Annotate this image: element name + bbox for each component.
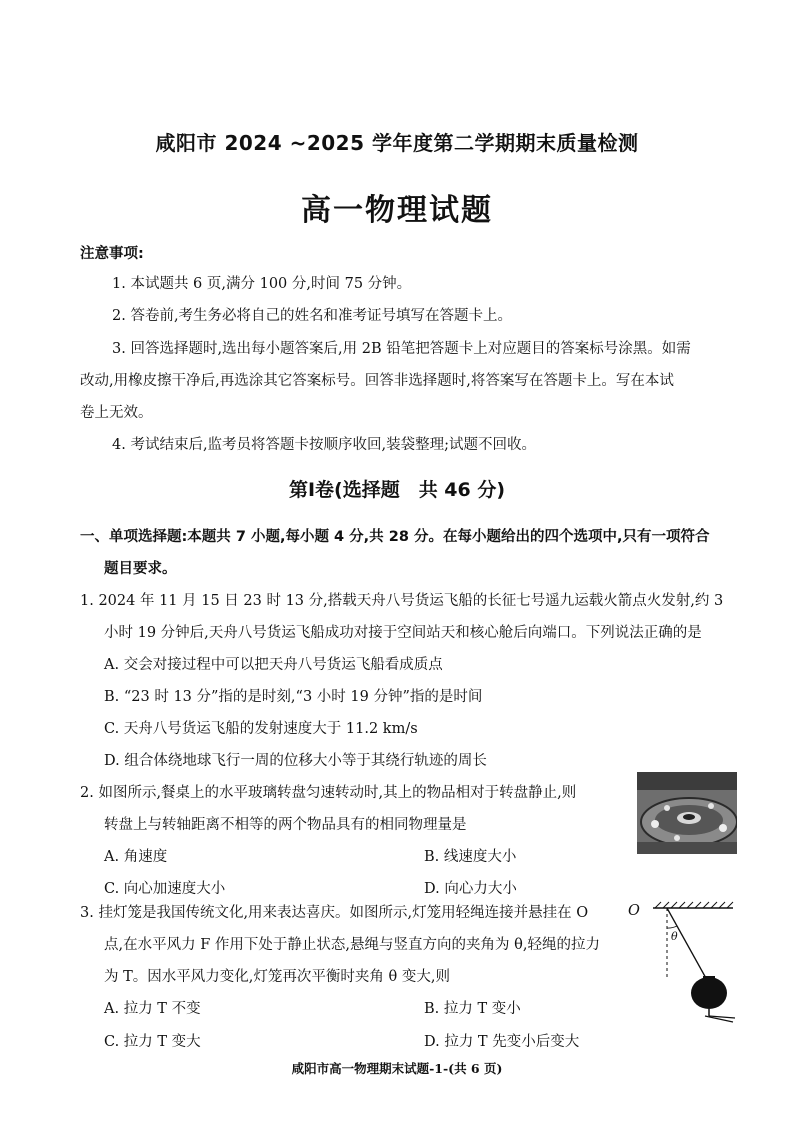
exam-title: 咸阳市 2024 ~2025 学年度第二学期期末质量检测 [155, 131, 639, 155]
page-footer: 咸阳市高一物理期末试题-1-(共 6 页) [291, 1061, 503, 1076]
q2-stem-line2: 转盘上与转轴距离不相等的两个物品具有的相同物理量是 [104, 817, 467, 833]
notice-heading: 注意事项: [80, 246, 144, 262]
point-o-label: O [628, 903, 640, 919]
notice-item-3-end: 卷上无效。 [80, 405, 153, 421]
notice-item-2: 2. 答卷前,考生务必将自己的姓名和准考证号填写在答题卡上。 [112, 308, 513, 324]
q3-stem-line1: 3. 挂灯笼是我国传统文化,用来表达喜庆。如图所示,灯笼用轻绳连接并悬挂在 O [80, 905, 589, 921]
subject-title: 高一物理试题 [301, 193, 493, 228]
q3-option-b: B. 拉力 T 变小 [424, 1001, 521, 1017]
section-instruction: 一、单项选择题:本题共 7 小题,每小题 4 分,共 28 分。在每小题给出的四个选项中,只有一项符合 [80, 529, 710, 545]
q2-option-d: D. 向心力大小 [424, 881, 517, 897]
notice-item-1: 1. 本试题共 6 页,满分 100 分,时间 75 分钟。 [112, 276, 412, 292]
q2-stem-line1: 2. 如图所示,餐桌上的水平玻璃转盘匀速转动时,其上的物品相对于转盘静止,则 [80, 785, 577, 801]
q1-stem-line2: 小时 19 分钟后,天舟八号货运飞船成功对接于空间站天和核心舱后向端口。下列说法正确的是 [104, 625, 702, 641]
q3-stem-line3: 为 T。因水平风力变化,灯笼再次平衡时夹角 θ 变大,则 [104, 969, 450, 985]
q1-option-c: C. 天舟八号货运飞船的发射速度大于 11.2 km/s [104, 721, 418, 737]
notice-item-4: 4. 考试结束后,监考员将答题卡按顺序收回,装袋整理;试题不回收。 [112, 437, 537, 453]
q3-option-a: A. 拉力 T 不变 [104, 1001, 201, 1017]
notice-item-3-cont: 改动,用橡皮擦干净后,再选涂其它答案标号。回答非选择题时,将答案写在答题卡上。写在本试 [80, 373, 674, 389]
section-title: 第Ⅰ卷(选择题 共 46 分) [288, 479, 506, 501]
section-instruction-cont: 题目要求。 [104, 561, 177, 577]
notice-item-3: 3. 回答选择题时,选出每小题答案后,用 2B 铅笔把答题卡上对应题目的答案标号涂黑。如需 [112, 341, 691, 357]
q3-option-c: C. 拉力 T 变大 [104, 1034, 201, 1050]
lantern-figure [645, 898, 740, 1023]
q2-option-c: C. 向心加速度大小 [104, 881, 226, 897]
q1-option-a: A. 交会对接过程中可以把天舟八号货运飞船看成质点 [104, 657, 443, 673]
q3-stem-line2: 点,在水平风力 F 作用下处于静止状态,悬绳与竖直方向的夹角为 θ,轻绳的拉力 [104, 937, 600, 953]
turntable-figure [637, 772, 737, 854]
q2-option-b: B. 线速度大小 [424, 849, 517, 865]
q2-option-a: A. 角速度 [104, 849, 168, 865]
q1-option-b: B. “23 时 13 分”指的是时刻,“3 小时 19 分钟”指的是时间 [104, 689, 483, 705]
q1-option-d: D. 组合体绕地球飞行一周的位移大小等于其绕行轨迹的周长 [104, 753, 487, 769]
theta-label: θ [671, 930, 678, 943]
q1-stem-line1: 1. 2024 年 11 月 15 日 23 时 13 分,搭载天舟八号货运飞船的长征七号遥九运载火箭点火发射,约 3 [80, 593, 724, 609]
q3-option-d: D. 拉力 T 先变小后变大 [424, 1034, 580, 1050]
